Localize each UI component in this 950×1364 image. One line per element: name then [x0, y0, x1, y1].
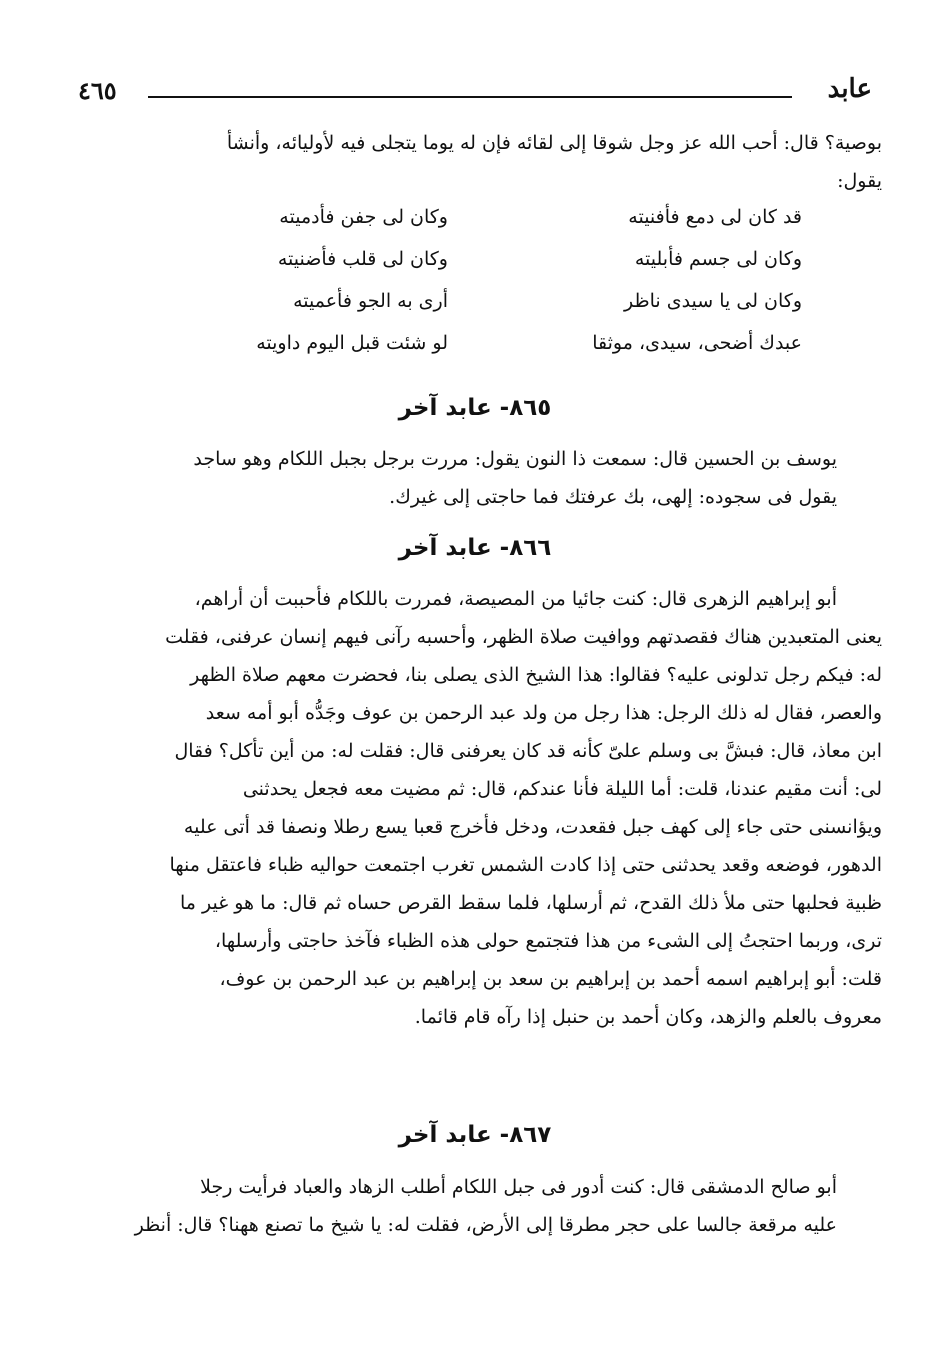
text-line: الدهور، فوضعه وقعد يحدثنى حتى إذا كادت الشمس تغرب اجتمعت حواليه ظباء فاعتقل منها	[169, 854, 882, 876]
text-line: عليه مرقعة جالسا على حجر مطرقا إلى الأرض، فقلت له: يا شيخ ما تصنع ههنا؟ قال: أنظر	[134, 1214, 837, 1236]
text-line: لى: أنت مقيم عندنا، قلت: أما الليلة فأنا عندكم، قال: ثم مضيت معه فجعل يحدثنى	[242, 778, 882, 800]
second-hemistich: أرى به الجو فأعميته	[293, 290, 448, 312]
section-865-paragraph	[70, 440, 882, 516]
section-heading-866: ٨٦٦- عابد آخر	[398, 535, 552, 561]
running-header	[78, 74, 872, 114]
poem-verse	[130, 332, 820, 374]
text-line: يقول فى سجوده: إلهى، بك عرفتك فما حاجتى إلى غيرك.	[389, 486, 837, 508]
text-line: معروف بالعلم والزهد، وكان أحمد بن حنبل إذا رآه قام قائما.	[414, 1006, 882, 1028]
first-hemistich: وكان لى يا سيدى ناظر	[623, 290, 802, 312]
text-line: يوسف بن الحسين قال: سمعت ذا النون يقول: مررت برجل بجبل اللكام وهو ساجد	[193, 448, 837, 470]
text-line: ظبية فحلبها حتى ملأ ذلك القدح، ثم أرسلها، فلما سقط القرص حساه ثم قال: ما هو غير ما	[180, 892, 882, 914]
first-hemistich: عبدك أضحى، سيدى، موثقا	[592, 332, 802, 354]
text-line: يقول:	[837, 170, 882, 192]
text-line: ويؤانسنى حتى جاء إلى كهف جبل فقعدت، ودخل فأخرج قعبا يسع رطلا ونصفا قد أتى عليه	[183, 816, 882, 838]
text-line: له: فيكم رجل تدلونى عليه؟ فقالوا: هذا الشيخ الذى يصلى بنا، فحضرت معهم صلاة الظهر	[190, 664, 882, 686]
text-line: قلت: أبو إبراهيم اسمه أحمد بن إبراهيم بن سعد بن إبراهيم بن عبد الرحمن بن عوف،	[219, 968, 882, 990]
text-line: ابن معاذ، قال: فبشَّ بى وسلم علىّ كأنه قد كان يعرفنى قال: فقلت له: من أين تأكل؟ فقال	[174, 740, 882, 762]
intro-paragraph	[70, 124, 882, 200]
text-line: ترى، وربما احتجتُ إلى الشىء من هذا فتجتمع حولى هذه الظباء فآخذ حاجتى وأرسلها،	[214, 930, 882, 952]
text-line: يعنى المتعبدين هناك فقصدتهم ووافيت صلاة الظهر، وأحسبه رآنى فيهم إنسان عرفنى، فقلت	[165, 626, 882, 648]
first-hemistich: وكان لى جسم فأبليته	[634, 248, 802, 270]
text-line: أبو صالح الدمشقى قال: كنت أدور فى جبل اللكام أطلب الزهاد والعباد فرأيت رجلا	[200, 1176, 837, 1198]
poem	[130, 206, 820, 374]
running-title: عابد	[827, 74, 872, 104]
section-867-paragraph	[70, 1168, 882, 1244]
section-heading-867: ٨٦٧- عابد آخر	[398, 1122, 552, 1148]
second-hemistich: وكان لى جفن فأدميته	[279, 206, 448, 228]
text-line: والعصر، فقال له ذلك الرجل: هذا رجل من ولد عبد الرحمن بن عوف وجَدُّه أبو أمه سعد	[205, 702, 882, 724]
first-hemistich: قد كان لى دمع فأفنيته	[628, 206, 802, 228]
poem-verse	[130, 248, 820, 290]
section-866-paragraph	[70, 580, 882, 1036]
poem-verse	[130, 290, 820, 332]
text-line: بوصية؟ قال: أحب الله عز وجل شوقا إلى لقائه فإن له يوما يتجلى فيه لأوليائه، وأنشأ	[226, 132, 882, 154]
second-hemistich: وكان لى قلب فأضنيته	[277, 248, 448, 270]
page-number: ٤٦٥	[78, 76, 117, 105]
section-heading-865: ٨٦٥- عابد آخر	[398, 395, 552, 421]
poem-verse	[130, 206, 820, 248]
header-rule	[148, 96, 792, 98]
text-line: أبو إبراهيم الزهرى قال: كنت جائيا من المصيصة، فمررت باللكام فأحببت أن أراهم،	[194, 588, 837, 610]
second-hemistich: لو شئت قبل اليوم داويته	[256, 332, 448, 354]
